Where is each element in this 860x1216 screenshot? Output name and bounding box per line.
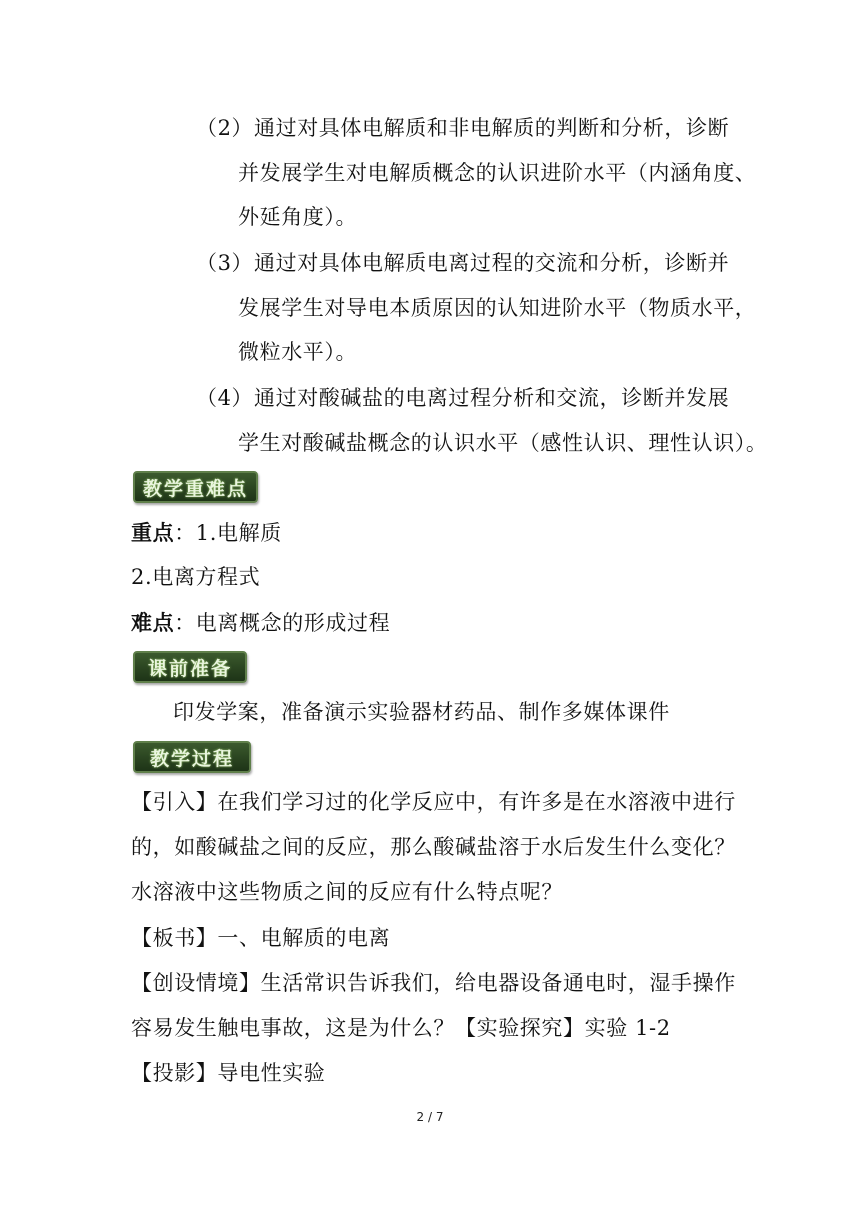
section-badge-key-points-label: 教学重难点 [142, 477, 248, 500]
objective-4-text-1: 通过对酸碱盐的电离过程分析和交流，诊断并发展 [254, 386, 730, 410]
projection-line: 【投影】导电性实验 [131, 1061, 326, 1085]
objective-3-number: （3） [196, 251, 254, 275]
objective-2-text-1: 通过对具体电解质和非电解质的判断和分析，诊断 [254, 116, 730, 140]
key-point-label: 重点 [131, 520, 175, 545]
objective-4-line-2: 学生对酸碱盐概念的认识水平（感性认识、理性认识）。 [238, 431, 768, 455]
objective-2-number: （2） [196, 116, 254, 140]
section-badge-key-points [133, 471, 258, 503]
objective-3-line-1 [196, 253, 729, 274]
board-line: 【板书】一、电解质的电离 [131, 926, 391, 950]
objective-3-line-3: 微粒水平）。 [238, 340, 358, 364]
section-badge-process [133, 741, 251, 773]
page-number: 2 / 7 [416, 1110, 444, 1124]
scenario-line-1: 【创设情境】生活常识告诉我们，给电器设备通电时，湿手操作 [131, 971, 736, 995]
objective-2-line-3: 外延角度）。 [238, 205, 358, 229]
objective-3-line-2: 发展学生对导电本质原因的认知进阶水平（物质水平， [238, 296, 757, 320]
section-badge-preparation-label: 课前准备 [147, 657, 232, 680]
section-badge-preparation [133, 651, 247, 683]
preparation-text: 印发学案，准备演示实验器材药品、制作多媒体课件 [173, 700, 670, 724]
key-point-line-2: 2.电离方程式 [131, 565, 261, 589]
intro-line-1: 【引入】在我们学习过的化学反应中，有许多是在水溶液中进行 [131, 790, 736, 814]
intro-line-2: 的，如酸碱盐之间的反应，那么酸碱盐溶于水后发生什么变化？ [131, 835, 736, 859]
difficult-point-label: 难点 [131, 610, 175, 635]
objective-4-number: （4） [196, 386, 254, 410]
objective-4-line-1 [196, 388, 729, 409]
difficult-point-line [131, 612, 390, 634]
key-point-text: ：1.电解质 [174, 521, 282, 545]
intro-line-3: 水溶液中这些物质之间的反应有什么特点呢？ [131, 880, 563, 904]
section-badge-process-label: 教学过程 [149, 747, 234, 770]
objective-2-line-1 [196, 118, 729, 139]
scenario-line-2: 容易发生触电事故，这是为什么？【实验探究】实验 1-2 [131, 1016, 671, 1040]
key-point-line [131, 522, 282, 544]
objective-3-text-1: 通过对具体电解质电离过程的交流和分析，诊断并 [254, 251, 730, 275]
objective-2-line-2: 并发展学生对电解质概念的认识进阶水平（内涵角度、 [238, 161, 757, 185]
difficult-point-text: ：电离概念的形成过程 [174, 611, 391, 635]
